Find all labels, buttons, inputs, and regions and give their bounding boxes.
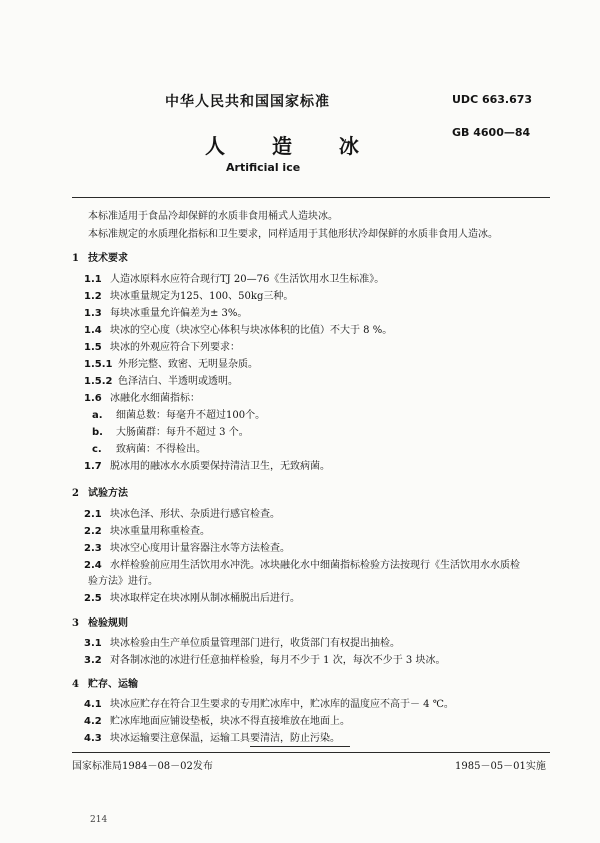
clause-number: 4.1 [84,699,102,710]
document-subtitle: Artificial ice [226,161,301,174]
standard-name: 中华人民共和国国家标准 [165,94,330,110]
page-number: 214 [90,815,108,825]
clause-number: 2.5 [84,593,102,604]
clause-text: 块冰的空心度（块冰空心体积与块冰体积的比值）不大于 8 %。 [110,325,393,336]
clause-number: 1.4 [84,325,102,336]
clause-number: 1.5.2 [84,376,113,387]
section-4-title: 贮存、运输 [88,679,138,690]
issue-date: 国家标准局1984－08－02发布 [72,761,213,772]
clause-number: 1.2 [84,291,102,302]
section-4-number: 4 [72,679,79,690]
clause-number: 1.1 [84,274,102,285]
clause-text: 块冰重量规定为125、100、50kg三种。 [110,291,294,302]
clause-number: a. [92,410,103,421]
clause-number: 2.1 [84,509,102,520]
intro-paragraph-1: 本标准适用于食品冷却保鲜的水质非食用桶式人造块冰。 [88,211,338,222]
clause-text: 块冰应贮存在符合卫生要求的专用贮冰库中，贮冰库的温度应不高于－ 4 ℃。 [110,699,454,710]
clause-number: 4.3 [84,733,102,744]
section-2-number: 2 [72,488,79,499]
clause-number: 1.3 [84,308,102,319]
section-3-title: 检验规则 [88,618,128,629]
gb-number: GB 4600—84 [452,126,531,139]
clause-number: 3.1 [84,638,102,649]
udc-code: UDC 663.673 [452,93,533,106]
clause-text: 细菌总数：每毫升不超过100个。 [116,410,266,421]
clause-text: 外形完整、致密、无明显杂质。 [118,359,258,370]
clause-number: 2.3 [84,543,102,554]
section-2-title: 试验方法 [88,488,128,499]
clause-text: 块冰运输要注意保温，运输工具要清洁，防止污染。 [110,733,340,744]
section-3-number: 3 [72,618,79,629]
clause-text: 冰融化水细菌指标： [110,393,200,404]
effective-date: 1985－05－01实施 [455,761,546,772]
clause-text: 人造冰原料水应符合现行TJ 20—76《生活饮用水卫生标准》。 [110,274,385,285]
clause-number: c. [92,444,102,455]
clause-text: 脱冰用的融冰水水质要保持清洁卫生，无致病菌。 [110,461,330,472]
clause-number: b. [92,427,103,438]
clause-number: 1.5.1 [84,359,113,370]
intro-paragraph-2: 本标准规定的水质理化指标和卫生要求，同样适用于其他形状冷却保鲜的水质非食用人造冰。 [88,229,498,240]
clause-number: 4.2 [84,716,102,727]
clause-text: 每块冰重量允许偏差为± 3%。 [110,308,248,319]
clause-text: 水样检验前应用生活饮用水冲洗。冰块融化水中细菌指标检验方法按现行《生活饮用水水质检 [110,560,520,571]
clause-number: 1.7 [84,461,102,472]
clause-number: 1.6 [84,393,102,404]
end-of-text-rule [250,746,350,747]
footer-rule [72,752,550,753]
clause-number: 2.2 [84,526,102,537]
clause-text: 块冰检验由生产单位质量管理部门进行，收货部门有权提出抽检。 [110,638,400,649]
clause-text: 对各制冰池的冰进行任意抽样检验，每月不少于 1 次，每次不少于 3 块冰。 [110,655,446,666]
clause-number: 1.5 [84,342,102,353]
clause-text: 块冰色泽、形状、杂质进行感官检查。 [110,509,280,520]
header-rule [72,197,550,198]
clause-text: 大肠菌群：每升不超过 3 个。 [116,427,249,438]
clause-text: 色泽洁白、半透明或透明。 [118,376,238,387]
document-title: 人 造 冰 [205,134,379,158]
clause-text: 块冰重量用称重检查。 [110,526,210,537]
clause-text: 贮冰库地面应铺设垫板，块冰不得直接堆放在地面上。 [110,716,350,727]
clause-number: 2.4 [84,560,102,571]
clause-text: 块冰取样定在块冰刚从制冰桶脱出后进行。 [110,593,300,604]
clause-text: 致病菌：不得检出。 [116,444,206,455]
clause-text: 块冰的外观应符合下列要求： [110,342,240,353]
clause-number: 3.2 [84,655,102,666]
clause-text-continued: 验方法》进行。 [88,576,158,587]
clause-text: 块冰空心度用计量容器注水等方法检查。 [110,543,290,554]
section-1-title: 技术要求 [88,253,128,264]
section-1-number: 1 [72,253,79,264]
